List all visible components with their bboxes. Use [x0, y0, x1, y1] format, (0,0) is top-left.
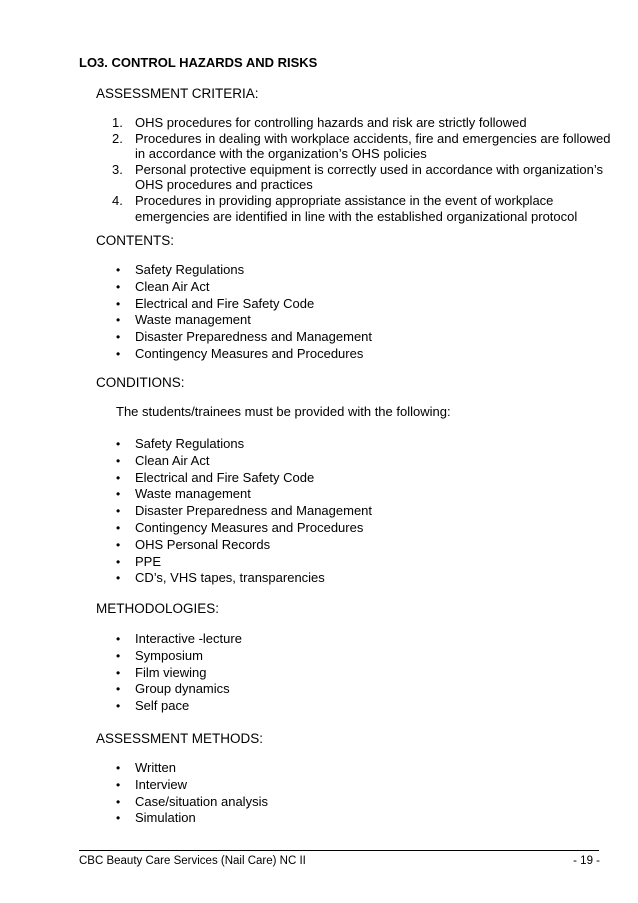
list-item [116, 554, 372, 571]
footer-page-number: - 19 - [573, 855, 600, 867]
bullet-icon: • [116, 811, 121, 826]
criteria-item [112, 193, 612, 224]
list-item [116, 453, 372, 470]
assessment-criteria-label: ASSESSMENT CRITERIA: [96, 86, 259, 101]
criteria-text: Procedures in dealing with workplace accidents, fire and emergencies are followed in accordance with the organization’s OHS policies [135, 130, 611, 162]
bullet-icon: • [116, 296, 121, 311]
criteria-item [112, 162, 612, 193]
criteria-number: 4. [112, 192, 123, 208]
list-item-text: Safety Regulations [135, 262, 245, 277]
list-item-text: Safety Regulations [135, 436, 245, 451]
list-item-text: Clean Air Act [135, 452, 210, 468]
bullet-icon: • [116, 520, 121, 535]
bullet-icon: • [116, 330, 121, 345]
list-item [116, 631, 242, 648]
assessment-criteria-list [112, 115, 612, 224]
list-item-text: Clean Air Act [135, 278, 210, 294]
bullet-icon: • [116, 665, 121, 680]
bullet-icon: • [116, 346, 121, 361]
list-item-text: Electrical and Fire Safety Code [135, 469, 315, 485]
conditions-intro: The students/trainees must be provided with the following: [116, 404, 451, 419]
list-item [116, 470, 372, 487]
list-item [116, 777, 268, 794]
list-item-text: Electrical and Fire Safety Code [135, 295, 315, 311]
list-item [116, 312, 372, 329]
bullet-icon: • [116, 632, 121, 646]
list-item [116, 570, 372, 587]
bullet-icon: • [116, 571, 121, 586]
list-item [116, 760, 268, 777]
footer-divider [79, 850, 599, 851]
bullet-icon: • [116, 777, 121, 792]
contents-label: CONTENTS: [96, 233, 175, 248]
list-item-text: Contingency Measures and Procedures [135, 519, 364, 535]
list-item-text: Symposium [135, 647, 203, 663]
list-item-text: Written [135, 760, 176, 775]
criteria-number: 2. [112, 130, 123, 146]
criteria-text: Personal protective equipment is correctly used in accordance with organization’s OHS procedures and practices [135, 161, 604, 193]
list-item-text: Contingency Measures and Procedures [135, 345, 364, 361]
bullet-icon: • [116, 487, 121, 502]
criteria-text: Procedures in providing appropriate assistance in the event of workplace emergencies are identified in line with the established organizational protocol [135, 192, 578, 224]
list-item-text: Case/situation analysis [135, 793, 268, 809]
list-item [116, 665, 242, 682]
bullet-icon: • [116, 263, 121, 277]
bullet-icon: • [116, 470, 121, 485]
section-heading: LO3. CONTROL HAZARDS AND RISKS [79, 55, 318, 70]
bullet-icon: • [116, 537, 121, 552]
bullet-icon: • [116, 313, 121, 328]
bullet-icon: • [116, 437, 121, 451]
list-item-text: OHS Personal Records [135, 536, 271, 552]
bullet-icon: • [116, 279, 121, 294]
criteria-number: 3. [112, 161, 123, 177]
list-item-text: Interactive -lecture [135, 631, 242, 646]
list-item [116, 681, 242, 698]
conditions-list [116, 436, 372, 587]
list-item-text: Waste management [135, 312, 251, 328]
list-item-text: Film viewing [135, 664, 207, 680]
list-item [116, 486, 372, 503]
list-item [116, 537, 372, 554]
assessment-methods-label: ASSESSMENT METHODS: [96, 731, 264, 746]
bullet-icon: • [116, 554, 121, 569]
list-item [116, 503, 372, 520]
bullet-icon: • [116, 699, 121, 714]
list-item-text: CD’s, VHS tapes, transparencies [135, 570, 325, 586]
list-item [116, 698, 242, 715]
methodologies-list [116, 631, 242, 715]
list-item-text: Group dynamics [135, 681, 230, 697]
contents-list [116, 262, 372, 363]
list-item [116, 346, 372, 363]
list-item-text: Self pace [135, 698, 190, 714]
bullet-icon: • [116, 504, 121, 519]
methodologies-label: METHODOLOGIES: [96, 601, 220, 616]
list-item [116, 329, 372, 346]
criteria-text: OHS procedures for controlling hazards and risk are strictly followed [135, 115, 527, 130]
list-item [116, 648, 242, 665]
list-item-text: Disaster Preparedness and Management [135, 503, 373, 519]
list-item [116, 436, 372, 453]
list-item [116, 810, 268, 827]
list-item [116, 296, 372, 313]
list-item [116, 279, 372, 296]
list-item [116, 262, 372, 279]
footer-document-title: CBC Beauty Care Services (Nail Care) NC II [79, 855, 306, 867]
bullet-icon: • [116, 648, 121, 663]
bullet-icon: • [116, 682, 121, 697]
bullet-icon: • [116, 453, 121, 468]
list-item [116, 520, 372, 537]
list-item-text: Simulation [135, 810, 196, 826]
list-item-text: Interview [135, 776, 188, 792]
list-item-text: Disaster Preparedness and Management [135, 329, 373, 345]
assessment-methods-list [116, 760, 268, 827]
bullet-icon: • [116, 794, 121, 809]
list-item [116, 794, 268, 811]
conditions-label: CONDITIONS: [96, 375, 185, 390]
list-item-text: Waste management [135, 486, 251, 502]
criteria-item [112, 131, 612, 162]
list-item-text: PPE [135, 553, 162, 569]
criteria-number: 1. [112, 115, 123, 130]
criteria-item [112, 115, 612, 131]
bullet-icon: • [116, 761, 121, 775]
